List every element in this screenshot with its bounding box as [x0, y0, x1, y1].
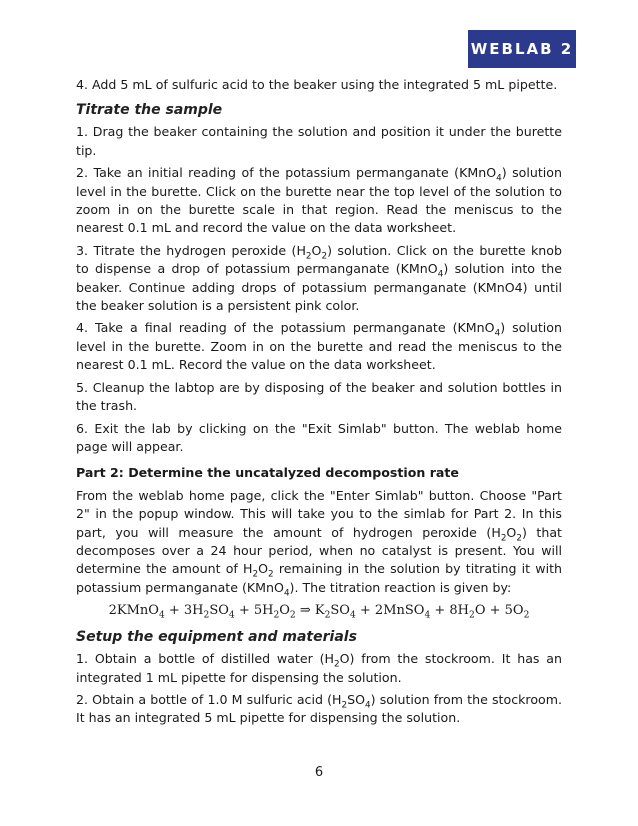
titrate-step-6: 6. Exit the lab by clicking on the "Exit Simlab" button. The weblab home page will appear. — [76, 420, 562, 454]
titrate-step-1: 1. Drag the beaker containing the solution and position it under the burette tip. — [76, 124, 562, 158]
page-content — [76, 76, 562, 732]
titrate-step-2: 2. Take an initial reading of the potassium permanganate (KMnO$_4$) solution level in the burette. Click on the burette near the top level of the solution to zoom in on the burette scale in that region. Read the meniscus to the nearest 0.1 mL and record the value on the data worksheet. — [76, 165, 562, 236]
section-heading-setup: Setup the equipment and materials — [76, 629, 357, 646]
titrate-step-3: 3. Titrate the hydrogen peroxide $(H_2O_2)$ solution. Click on the burette knob to dispense a drop of potassium permanganate (KMnO$_4$) solution into the beaker. Continue adding drops of potassium permanganate (KMnO4) until the beaker solution is a persistent pink color. — [76, 242, 562, 314]
titrate-step-4: 4. Take a final reading of the potassium permanganate (KMnO$_4$) solution level in the burette. Zoom in on the burette and read the meniscus to the nearest 0.1 mL. Record the value on the data worksheet. — [76, 320, 562, 373]
weblab-badge: WEBLAB 2 — [468, 30, 576, 68]
titration-equation: 2KMnO$_4$ + $3H_2SO_4 + 5H_2O_2$ ⇒ $K_2SO_4$ + 2MnSO$_4$ + $8H_2O + 5O_2$ — [108, 603, 530, 621]
part2-intro: From the weblab home page, click the "Enter Simlab" button. Choose "Part 2" in the popup window. This will take you to the simlab for Part 2. In this part, you will measure the amount of hydrogen peroxide $(H_2O_2)$ that decomposes over a 24 hour period, when no catalyst is present. You will determine the amount of $H_2O_2$ remaining in the solution by titrating it with potassium permanganate (KMnO$_4$). The titration reaction is given by: — [76, 487, 563, 599]
setup-step-2: 2. Obtain a bottle of 1.0 M sulfuric acid $(H_2SO_4)$ solution from the stockroom. It has an integrated 5 mL pipette for dispensing the solution. — [76, 691, 562, 726]
setup-step-1: 1. Obtain a bottle of distilled water $(H_2O)$ from the stockroom. It has an integrated 1 mL pipette for dispensing the solution. — [76, 651, 562, 685]
page-number: 6 — [314, 765, 324, 780]
titrate-step-5: 5. Cleanup the labtop are by disposing of the beaker and solution bottles in the trash. — [76, 379, 562, 414]
step-add-sulfuric-acid: 4. Add 5 mL of sulfuric acid to the beaker using the integrated 5 mL pipette. — [76, 77, 558, 92]
section-heading-titrate: Titrate the sample — [76, 102, 223, 119]
part2-heading: Part 2: Determine the uncatalyzed decompostion rate — [76, 465, 459, 481]
